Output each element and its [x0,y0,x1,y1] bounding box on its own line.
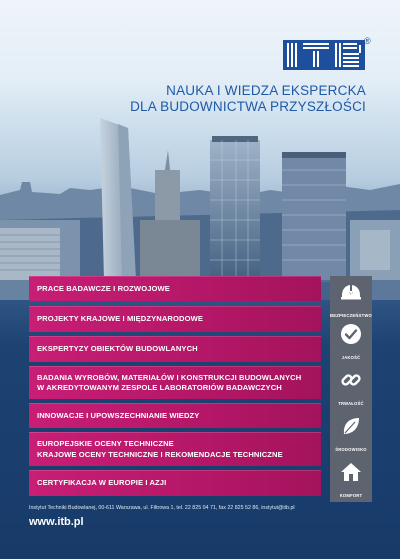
svg-text:°r°: °r° [348,291,354,296]
service-item-label: EKSPERTYZY OBIEKTÓW BUDOWLANYCH [37,344,198,354]
service-item [29,403,321,428]
service-item-label: BADANIA WYROBÓW, MATERIAŁÓW I KONSTRUKCJI BUDOWLANYCH [37,372,302,382]
value-tile-environment [330,410,372,456]
value-label: ŚRODOWISKO [335,447,367,452]
service-item-label: W AKREDYTOWANYM ZESPOLE LABORATORIÓW BADAWCZYCH [37,383,282,392]
service-item [29,306,321,332]
value-tile-comfort [330,456,372,502]
footer-address: Instytut Techniki Budowlanej, 00-611 Warszawa, ul. Filtrowa 1, tel. 22 825 04 71, fax 22 825 52 86, instytut@itb.pl [29,505,295,511]
value-tile-quality [330,318,372,364]
home-icon [339,460,363,484]
service-item [29,432,321,466]
city-skyline-photo [0,110,400,300]
registered-mark: ® [364,36,371,46]
value-label: TRWAŁOŚĆ [338,401,364,406]
value-tile-durability [330,364,372,410]
leaf-icon [339,414,363,438]
service-item-label: PROJEKTY KRAJOWE I MIĘDZYNARODOWE [37,314,204,324]
value-label: JAKOŚĆ [341,355,361,360]
service-item [29,470,321,496]
headline-line-1: NAUKA I WIEDZA EKSPERCKA [166,83,366,98]
value-label: KOMFORT [339,493,363,498]
service-item-label: EUROPEJSKIE OCENY TECHNICZNE [37,439,174,448]
itb-logo [283,40,365,70]
service-item-label: PRACE BADAWCZE I ROZWOJOWE [37,283,170,293]
service-item-label: CERTYFIKACJA W EUROPIE I AZJI [37,478,167,488]
chain-link-icon [339,368,363,392]
service-item [29,366,321,399]
service-item-label: INNOWACJE I UPOWSZECHNIANIE WIEDZY [37,410,200,420]
service-item [29,276,321,301]
service-item [29,336,321,362]
website-link[interactable]: www.itb.pl [29,516,84,528]
check-icon [339,322,363,346]
value-label: BEZPIECZEŃSTWO [330,313,372,318]
headline-line-2: DLA BUDOWNICTWA PRZYSZŁOŚCI [130,99,366,114]
service-item-label: KRAJOWE OCENY TECHNICZNE I REKOMENDACJE TECHNICZNE [37,449,283,459]
value-tile-safety [330,276,372,322]
helmet-icon [339,280,363,304]
